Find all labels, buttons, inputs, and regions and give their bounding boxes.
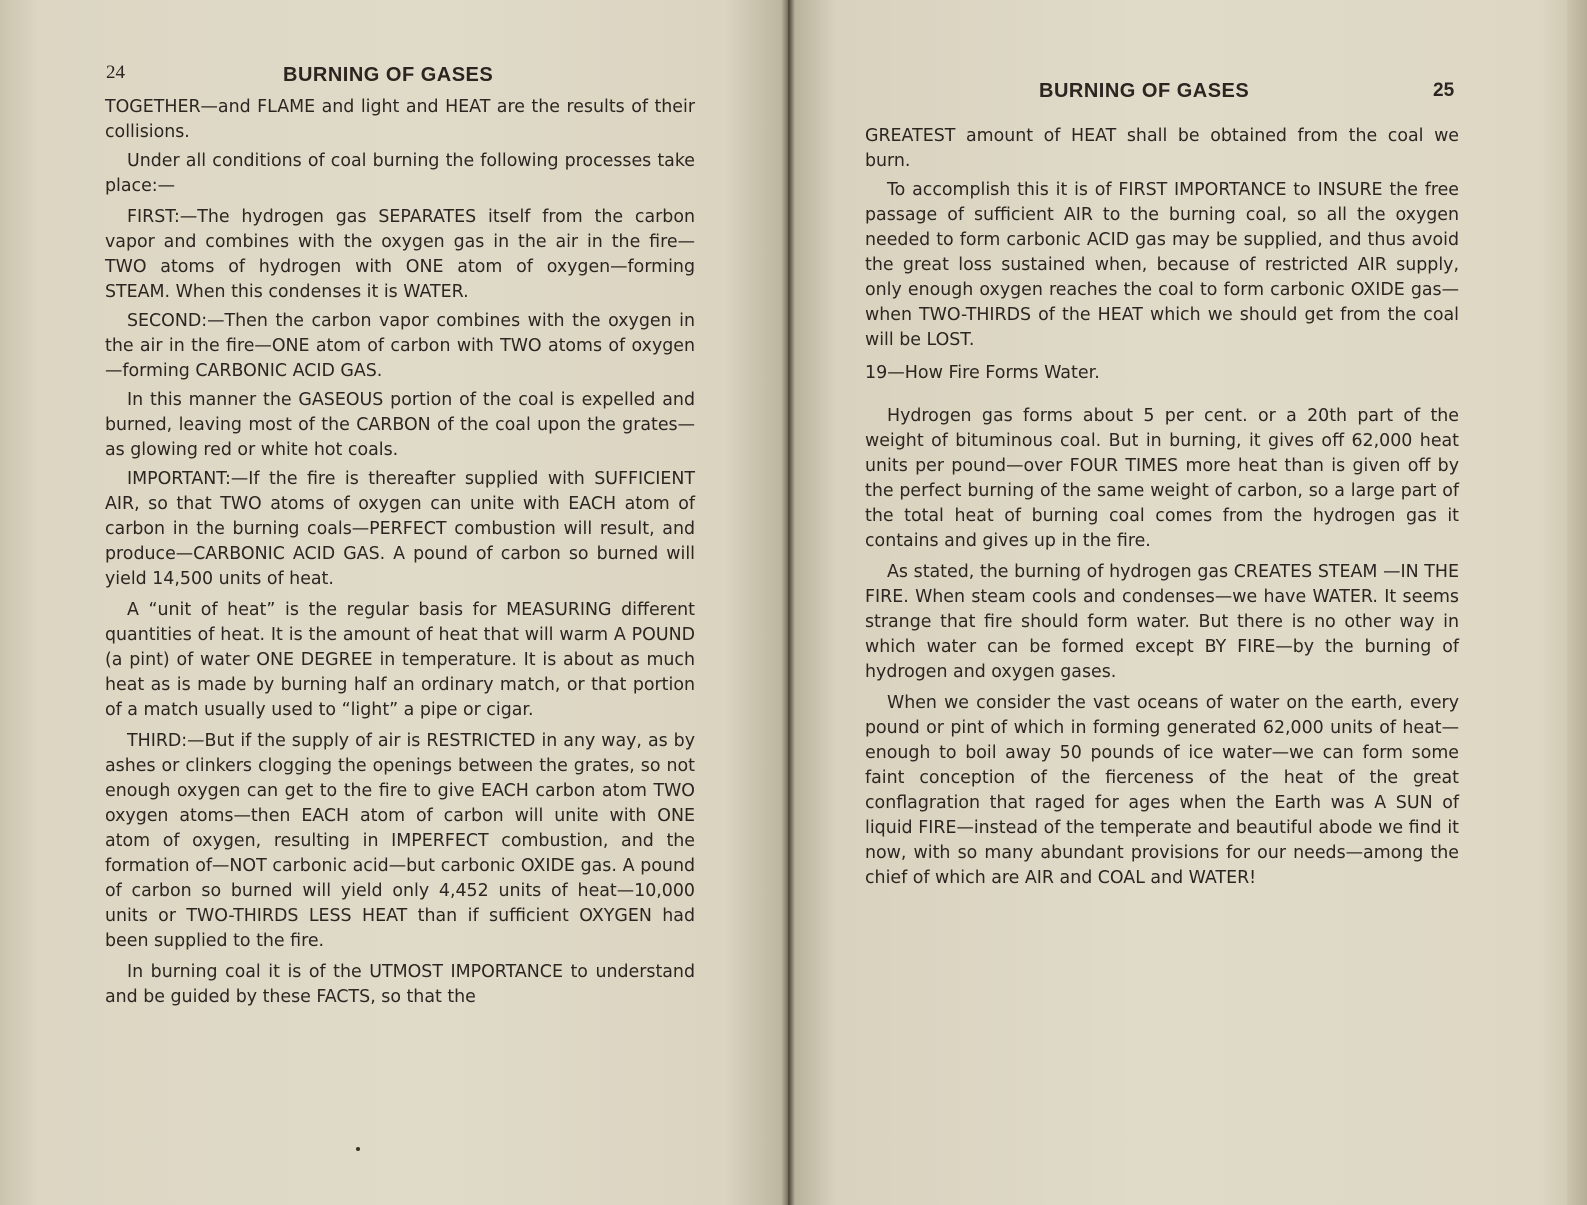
paragraph: In burning coal it is of the UTMOST IMPORTANCE to understand and be guided by these FACTS, so that the — [105, 962, 695, 1007]
right-page-body — [865, 124, 1459, 895]
ink-speck — [356, 1147, 360, 1151]
left-page-body — [105, 95, 695, 1014]
paragraph: THIRD:—But if the supply of air is RESTRICTED in any way, as by ashes or clinkers clogging the openings between the grates, so not enough oxygen can get to the fire to give EACH carbon atom TWO oxygen atoms—then EACH atom of carbon will unite with ONE atom of oxygen, resulting in IMPERFECT combustion, and the formation of—NOT carbonic acid—but carbonic OXIDE gas. A pound of carbon so burned will yield only 4,452 units of heat—10,000 units or TWO-THIRDS LESS HEAT than if sufficient OXYGEN had been supplied to the fire. — [105, 731, 695, 951]
paragraph: To accomplish this it is of FIRST IMPORTANCE to INSURE the free passage of sufficient AIR to the burning coal, so all the oxygen needed to form carbonic ACID gas may be supplied, and thus avoid the great loss sustained when, because of restricted AIR supply, only enough oxygen reaches the coal to form carbonic OXIDE gas—when TWO-THIRDS of the HEAT which we should get from the coal will be LOST. — [865, 180, 1459, 350]
left-running-head: BURNING OF GASES — [283, 64, 494, 86]
paragraph: TOGETHER—and FLAME and light and HEAT are the results of their collisions. — [105, 97, 695, 142]
paragraph: FIRST:—The hydrogen gas SEPARATES itself from the carbon vapor and combines with the oxygen gas in the air in the fire—TWO atoms of hydrogen with ONE atom of oxygen—forming STEAM. When this condenses it is WATER. — [105, 207, 695, 302]
paragraph: As stated, the burning of hydrogen gas CREATES STEAM —IN THE FIRE. When steam cools and condenses—we have WATER. It seems strange that fire should form water. But there is no other way in which water can be formed except BY FIRE—by the burning of hydrogen and oxygen gases. — [865, 562, 1459, 682]
page-edge — [1567, 0, 1587, 1205]
paragraph: When we consider the vast oceans of water on the earth, every pound or pint of which in forming generated 62,000 units of heat—enough to boil away 50 pounds of ice water—we can form some faint conception of the fierceness of the heat of the great conflagration that raged for ages when the Earth was A SUN of liquid FIRE—instead of the temperate and beautiful abode we find it now, with so many abundant provisions for our needs—among the chief of which are AIR and COAL and WATER! — [865, 693, 1459, 888]
paragraph: A “unit of heat” is the regular basis for MEASURING different quantities of heat. It is the amount of heat that will warm A POUND (a pint) of water ONE DEGREE in temperature. It is about as much heat as is made by burning half an ordinary match, or that portion of a match usually used to “light” a pipe or cigar. — [105, 600, 695, 720]
section-heading: 19—How Fire Forms Water. — [865, 363, 1100, 383]
paragraph: GREATEST amount of HEAT shall be obtained from the coal we burn. — [865, 126, 1459, 171]
right-page — [788, 0, 1587, 1205]
paragraph: In this manner the GASEOUS portion of the coal is expelled and burned, leaving most of the CARBON of the coal upon the grates—as glowing red or white hot coals. — [105, 390, 695, 460]
right-page-number: 25 — [1433, 80, 1455, 101]
book-gutter — [781, 0, 795, 1205]
left-page-number: 24 — [106, 62, 125, 83]
left-page — [0, 0, 788, 1205]
paragraph: IMPORTANT:—If the fire is thereafter supplied with SUFFICIENT AIR, so that TWO atoms of oxygen can unite with EACH atom of carbon in the burning coals—PERFECT combustion will result, and produce—CARBONIC ACID GAS. A pound of carbon so burned will yield 14,500 units of heat. — [105, 469, 695, 589]
paragraph: Hydrogen gas forms about 5 per cent. or a 20th part of the weight of bituminous coal. But in burning, it gives off 62,000 heat units per pound—over FOUR TIMES more heat than is given off by the perfect burning of the same weight of carbon, so a large part of the total heat of burning coal comes from the hydrogen gas it contains and gives up in the fire. — [865, 406, 1459, 551]
paragraph: Under all conditions of coal burning the following processes take place:— — [105, 151, 695, 196]
paragraph: SECOND:—Then the carbon vapor combines with the oxygen in the air in the fire—ONE atom of carbon with TWO atoms of oxygen—forming CARBONIC ACID GAS. — [105, 311, 695, 381]
right-running-head: BURNING OF GASES — [1039, 80, 1250, 102]
